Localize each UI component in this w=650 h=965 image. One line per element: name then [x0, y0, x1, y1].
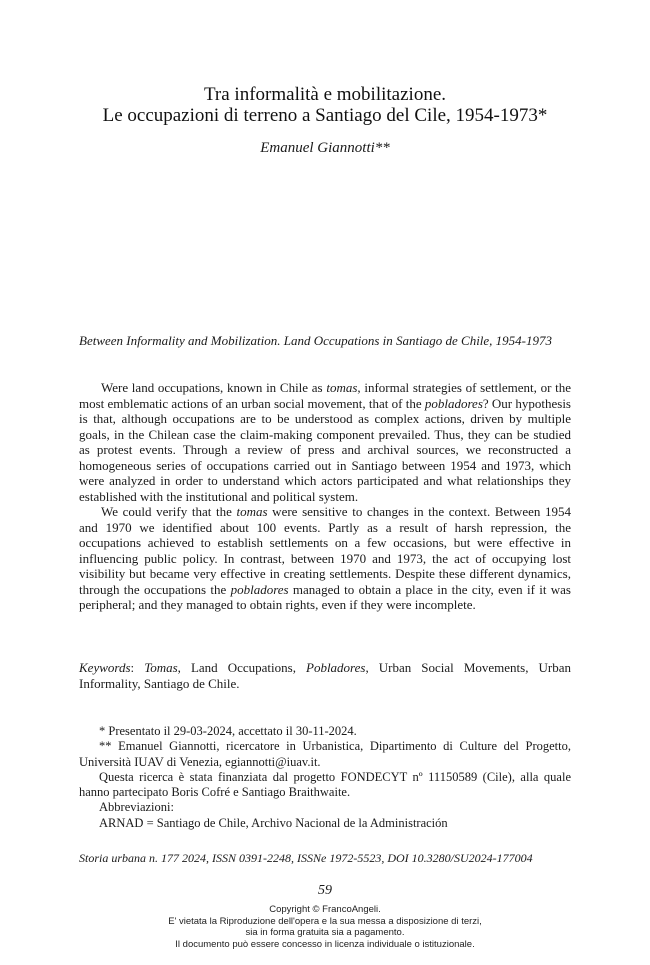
- text-run: ? Our hypothesis is that, although occupations are to be understood as complex actions, driven by multiple goals, in the Chilean case the claim-making component prevailed. Thus, they can be studied as protest events. Through a review of press and archival sources, we reconstructed a homogeneous series of occupations carried out in Santiago between 1954 and 1973, which were analyzed in order to understand which actors participated and what relationships they established with the institutional and political system.: [79, 395, 571, 504]
- copyright-line-3: sia in forma gratuita sia a pagamento.: [245, 927, 405, 939]
- italic-term: pobladores: [230, 581, 289, 597]
- italic-term: pobladores: [424, 395, 483, 411]
- text-run: , informal strategies of settlement, or the most emblematic actions of an urban social movement, that of the: [79, 380, 571, 411]
- keywords: [79, 660, 571, 691]
- copyright-notice: [0, 904, 650, 950]
- footnote-2: ** Emanuel Giannotti, ricercatore in Urbanistica, Dipartimento di Culture del Progetto, Università IUAV di Venezia, egiannotti@iuav.it.: [79, 739, 571, 769]
- text-run: We could verify that the: [101, 504, 237, 519]
- abstract-paragraph-1: [79, 380, 571, 504]
- abstract: [79, 380, 571, 613]
- text-run: managed to obtain a place in the city, even if it was peripheral; and they managed to obtain rights, even if they were incomplete.: [79, 581, 571, 612]
- copyright-line-1: Copyright © FrancoAngeli.: [269, 904, 381, 915]
- text-run: were sensitive to changes in the context. Between 1954 and 1970 we identified about 100 events. Partly as a result of harsh repression, the occupations achieved to establish settlements on a few occasions, but were effective in influencing public policy. In contrast, between 1970 and 1973, the act of occupying lost visibility but became very effective in creating settlements. Despite these different dynamics, through the occupations the: [79, 504, 571, 597]
- title-line-2: Le occupazioni di terreno a Santiago del Cile, 1954-1973*: [102, 105, 548, 126]
- text-run: Were land occupations, known in Chile as: [101, 380, 327, 395]
- keywords-label: Keywords: [79, 660, 131, 675]
- italic-term: tomas: [326, 380, 358, 395]
- journal-citation: Storia urbana n. 177 2024, ISSN 0391-2248, ISSNe 1972-5523, DOI 10.3280/SU2024-177004: [79, 851, 533, 865]
- english-title: Between Informality and Mobilization. Land Occupations in Santiago de Chile, 1954-1973: [79, 333, 553, 348]
- funding-note: Questa ricerca è stata finanziata dal progetto FONDECYT nº 11150589 (Cile), alla quale hanno partecipato Boris Cofré e Santiago Braithwaite.: [79, 769, 571, 800]
- text-run: :: [130, 660, 145, 675]
- footnotes: [79, 724, 571, 831]
- copyright-line-4: Il documento può essere concesso in licenza individuale o istituzionale.: [175, 938, 475, 950]
- italic-keyword: Pobladores: [306, 660, 366, 675]
- author-name: Emanuel Giannotti**: [260, 140, 390, 156]
- page-number: 59: [318, 883, 332, 898]
- text-run: , Land Occupations,: [177, 660, 306, 675]
- article-title: [0, 84, 650, 126]
- abstract-paragraph-2: [79, 504, 571, 613]
- title-line-1: Tra informalità e mobilitazione.: [203, 84, 447, 105]
- footnote-1: * Presentato il 29-03-2024, accettato il 30-11-2024.: [99, 724, 357, 738]
- italic-keyword: Tomas: [144, 660, 178, 675]
- text-run: , Urban Social Movements, Urban Informality, Santiago de Chile.: [79, 660, 571, 691]
- italic-term: tomas: [236, 504, 268, 519]
- copyright-line-2: E' vietata la Riproduzione dell'opera e la sua messa a disposizione di terzi,: [168, 915, 482, 927]
- abbreviations-heading: Abbreviazioni:: [99, 800, 174, 815]
- abbreviation-entry: ARNAD = Santiago de Chile, Archivo Nacional de la Administración: [99, 815, 448, 830]
